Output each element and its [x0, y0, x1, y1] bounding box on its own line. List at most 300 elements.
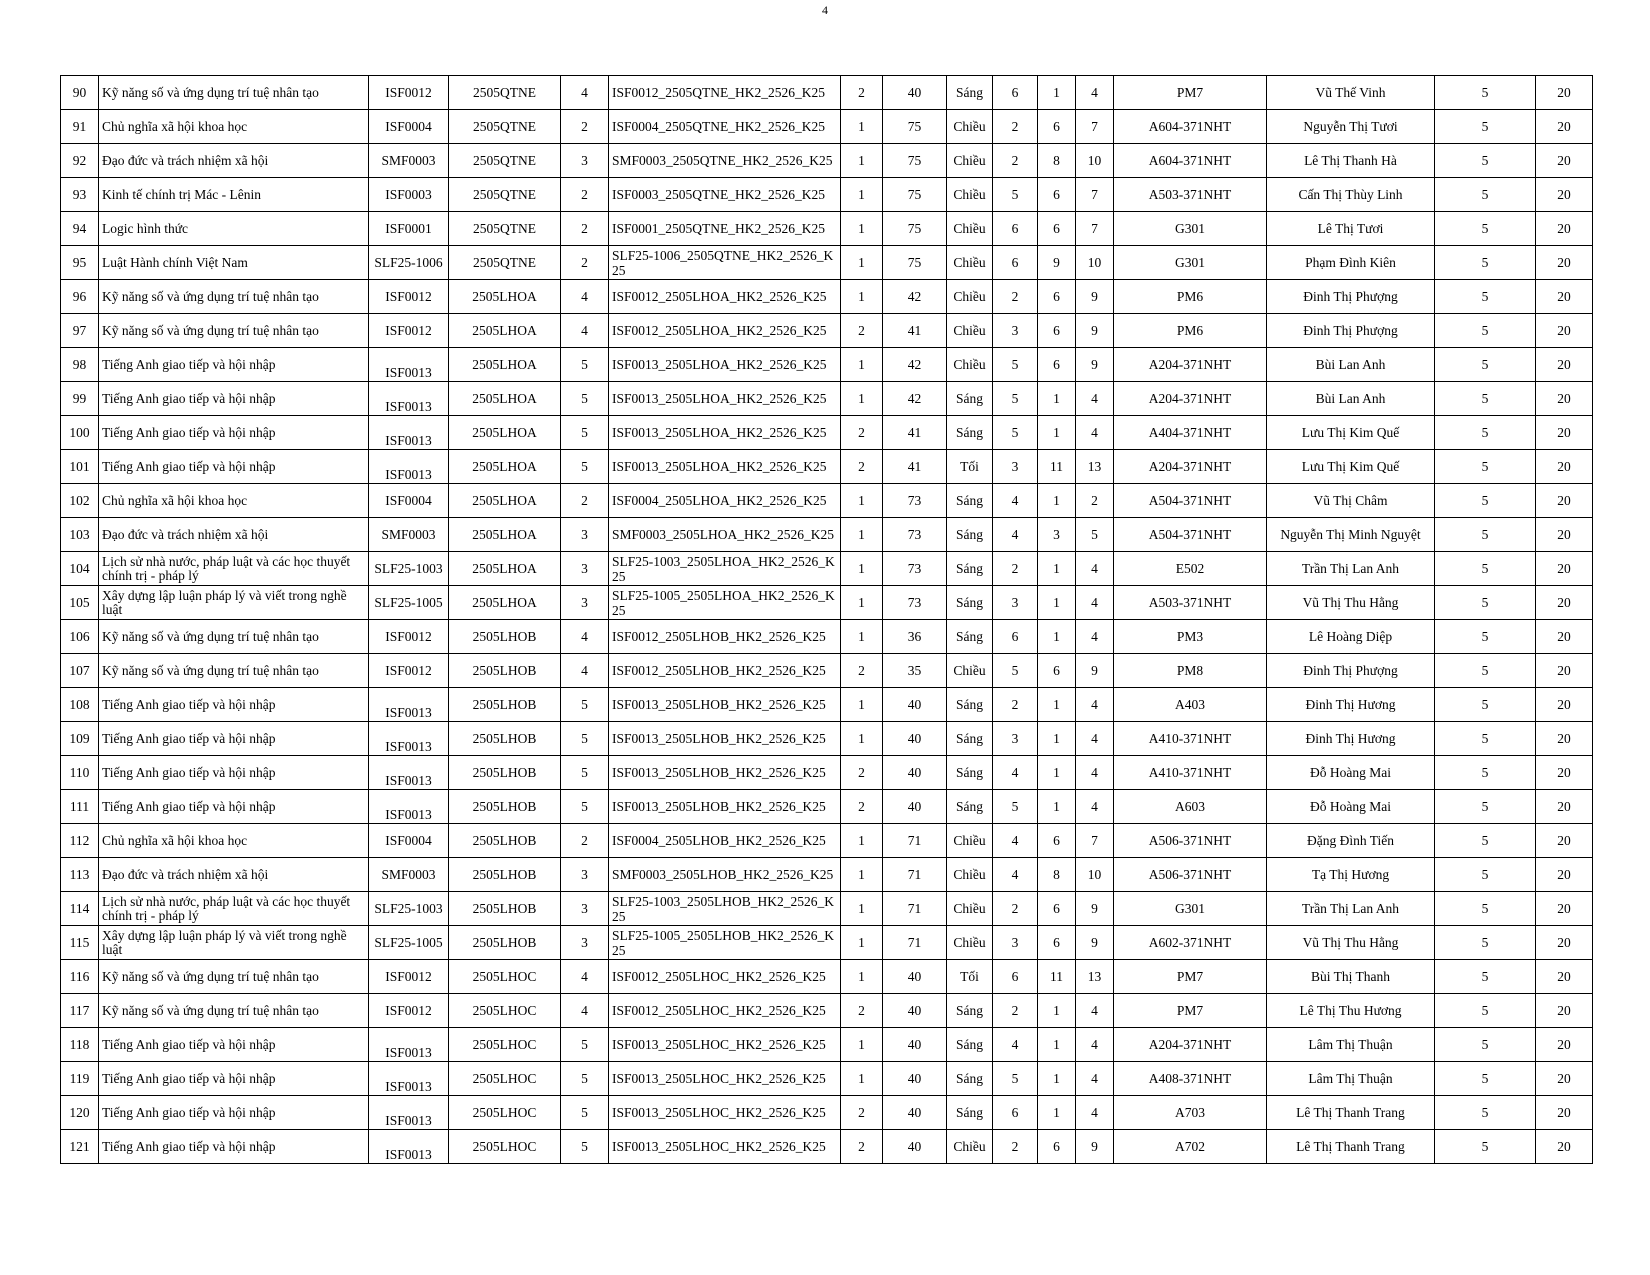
credits: 5 [561, 348, 609, 382]
period-end: 4 [1076, 1062, 1114, 1096]
credits: 4 [561, 314, 609, 348]
table-row [61, 926, 1593, 960]
weekday: 6 [993, 960, 1038, 994]
credits: 2 [561, 246, 609, 280]
weekday: 2 [993, 552, 1038, 586]
lecturer: Nguyễn Thị Tươi [1267, 110, 1435, 144]
room: A404-371NHT [1114, 416, 1267, 450]
group-number: 2 [841, 790, 883, 824]
student-count: 40 [883, 1062, 947, 1096]
cohort-code: 2505LHOB [449, 892, 561, 926]
credits: 2 [561, 824, 609, 858]
table-row [61, 314, 1593, 348]
room: E502 [1114, 552, 1267, 586]
session: Sáng [947, 518, 993, 552]
page-number: 4 [822, 3, 828, 17]
value-col-a: 5 [1435, 382, 1536, 416]
weekday: 6 [993, 212, 1038, 246]
student-count: 71 [883, 926, 947, 960]
course-name: Tiếng Anh giao tiếp và hội nhập [99, 450, 369, 484]
value-col-b: 20 [1536, 926, 1593, 960]
credits: 5 [561, 1062, 609, 1096]
group-number: 1 [841, 620, 883, 654]
value-col-a: 5 [1435, 110, 1536, 144]
class-code: ISF0001_2505QTNE_HK2_2526_K25 [609, 212, 841, 246]
value-col-b: 20 [1536, 518, 1593, 552]
group-number: 1 [841, 892, 883, 926]
lecturer: Tạ Thị Hương [1267, 858, 1435, 892]
class-code: ISF0012_2505LHOC_HK2_2526_K25 [609, 994, 841, 1028]
room: PM7 [1114, 994, 1267, 1028]
course-name: Kỹ năng số và ứng dụng trí tuệ nhân tạo [99, 314, 369, 348]
course-name: Tiếng Anh giao tiếp và hội nhập [99, 722, 369, 756]
weekday: 3 [993, 314, 1038, 348]
group-number: 1 [841, 246, 883, 280]
class-code: ISF0013_2505LHOC_HK2_2526_K25 [609, 1096, 841, 1130]
table-row [61, 1062, 1593, 1096]
period-end: 9 [1076, 654, 1114, 688]
period-start: 1 [1038, 756, 1076, 790]
weekday: 5 [993, 790, 1038, 824]
period-end: 9 [1076, 314, 1114, 348]
room: G301 [1114, 246, 1267, 280]
row-number: 94 [61, 212, 99, 246]
period-end: 7 [1076, 178, 1114, 212]
row-number: 96 [61, 280, 99, 314]
course-name: Chủ nghĩa xã hội khoa học [99, 110, 369, 144]
group-number: 2 [841, 76, 883, 110]
value-col-b: 20 [1536, 76, 1593, 110]
room: A403 [1114, 688, 1267, 722]
course-name: Chủ nghĩa xã hội khoa học [99, 824, 369, 858]
table-row [61, 1130, 1593, 1164]
row-number: 91 [61, 110, 99, 144]
session: Chiều [947, 280, 993, 314]
period-end: 9 [1076, 892, 1114, 926]
weekday: 5 [993, 178, 1038, 212]
value-col-b: 20 [1536, 416, 1593, 450]
group-number: 1 [841, 178, 883, 212]
room: A602-371NHT [1114, 926, 1267, 960]
course-code: ISF0012 [369, 280, 449, 314]
weekday: 6 [993, 620, 1038, 654]
row-number: 102 [61, 484, 99, 518]
group-number: 1 [841, 586, 883, 620]
value-col-a: 5 [1435, 552, 1536, 586]
weekday: 2 [993, 1130, 1038, 1164]
room: A604-371NHT [1114, 110, 1267, 144]
cohort-code: 2505LHOB [449, 688, 561, 722]
student-count: 40 [883, 76, 947, 110]
weekday: 2 [993, 994, 1038, 1028]
course-name: Tiếng Anh giao tiếp và hội nhập [99, 416, 369, 450]
weekday: 3 [993, 926, 1038, 960]
class-code: ISF0012_2505LHOC_HK2_2526_K25 [609, 960, 841, 994]
class-code: SLF25-1003_2505LHOA_HK2_2526_K25 [609, 552, 841, 586]
session: Sáng [947, 382, 993, 416]
value-col-b: 20 [1536, 654, 1593, 688]
class-code: SMF0003_2505LHOA_HK2_2526_K25 [609, 518, 841, 552]
table-row [61, 756, 1593, 790]
table-row [61, 892, 1593, 926]
credits: 5 [561, 790, 609, 824]
group-number: 2 [841, 994, 883, 1028]
value-col-b: 20 [1536, 178, 1593, 212]
row-number: 109 [61, 722, 99, 756]
session: Chiều [947, 212, 993, 246]
course-name: Xây dựng lập luận pháp lý và viết trong nghề luật [99, 586, 369, 620]
period-start: 1 [1038, 586, 1076, 620]
group-number: 2 [841, 450, 883, 484]
cohort-code: 2505LHOB [449, 722, 561, 756]
course-name: Tiếng Anh giao tiếp và hội nhập [99, 688, 369, 722]
credits: 3 [561, 144, 609, 178]
lecturer: Vũ Thế Vinh [1267, 76, 1435, 110]
lecturer: Cấn Thị Thùy Linh [1267, 178, 1435, 212]
row-number: 115 [61, 926, 99, 960]
weekday: 3 [993, 586, 1038, 620]
row-number: 111 [61, 790, 99, 824]
class-code: ISF0013_2505LHOB_HK2_2526_K25 [609, 790, 841, 824]
period-start: 1 [1038, 416, 1076, 450]
lecturer: Bùi Thị Thanh [1267, 960, 1435, 994]
group-number: 1 [841, 348, 883, 382]
student-count: 42 [883, 382, 947, 416]
course-code: SLF25-1006 [369, 246, 449, 280]
row-number: 93 [61, 178, 99, 212]
session: Chiều [947, 654, 993, 688]
credits: 2 [561, 484, 609, 518]
lecturer: Vũ Thị Thu Hằng [1267, 926, 1435, 960]
period-start: 6 [1038, 926, 1076, 960]
weekday: 5 [993, 654, 1038, 688]
session: Tối [947, 450, 993, 484]
period-start: 1 [1038, 484, 1076, 518]
class-code: SMF0003_2505LHOB_HK2_2526_K25 [609, 858, 841, 892]
value-col-b: 20 [1536, 722, 1593, 756]
room: A504-371NHT [1114, 518, 1267, 552]
session: Chiều [947, 110, 993, 144]
credits: 4 [561, 994, 609, 1028]
group-number: 1 [841, 1062, 883, 1096]
room: A204-371NHT [1114, 382, 1267, 416]
value-col-b: 20 [1536, 1062, 1593, 1096]
group-number: 1 [841, 144, 883, 178]
class-code: ISF0013_2505LHOA_HK2_2526_K25 [609, 416, 841, 450]
credits: 4 [561, 280, 609, 314]
table-row [61, 76, 1593, 110]
student-count: 41 [883, 314, 947, 348]
room: PM6 [1114, 280, 1267, 314]
credits: 5 [561, 416, 609, 450]
session: Sáng [947, 484, 993, 518]
row-number: 103 [61, 518, 99, 552]
weekday: 5 [993, 416, 1038, 450]
class-code: ISF0013_2505LHOA_HK2_2526_K25 [609, 450, 841, 484]
course-name: Logic hình thức [99, 212, 369, 246]
class-code: SLF25-1003_2505LHOB_HK2_2526_K25 [609, 892, 841, 926]
period-end: 7 [1076, 824, 1114, 858]
session: Sáng [947, 790, 993, 824]
course-code: ISF0013 [369, 450, 449, 484]
room: A410-371NHT [1114, 722, 1267, 756]
table-row [61, 688, 1593, 722]
class-code: ISF0013_2505LHOC_HK2_2526_K25 [609, 1130, 841, 1164]
value-col-a: 5 [1435, 586, 1536, 620]
row-number: 104 [61, 552, 99, 586]
value-col-b: 20 [1536, 552, 1593, 586]
cohort-code: 2505LHOC [449, 1130, 561, 1164]
course-name: Tiếng Anh giao tiếp và hội nhập [99, 1062, 369, 1096]
student-count: 75 [883, 110, 947, 144]
value-col-b: 20 [1536, 382, 1593, 416]
cohort-code: 2505QTNE [449, 212, 561, 246]
course-code: SLF25-1003 [369, 552, 449, 586]
value-col-b: 20 [1536, 892, 1593, 926]
cohort-code: 2505LHOB [449, 620, 561, 654]
cohort-code: 2505LHOC [449, 1028, 561, 1062]
period-end: 4 [1076, 586, 1114, 620]
row-number: 108 [61, 688, 99, 722]
class-code: ISF0012_2505LHOB_HK2_2526_K25 [609, 654, 841, 688]
value-col-b: 20 [1536, 110, 1593, 144]
lecturer: Đỗ Hoàng Mai [1267, 790, 1435, 824]
student-count: 75 [883, 144, 947, 178]
period-end: 9 [1076, 1130, 1114, 1164]
credits: 3 [561, 586, 609, 620]
cohort-code: 2505LHOA [449, 484, 561, 518]
course-code: ISF0013 [369, 348, 449, 382]
student-count: 40 [883, 960, 947, 994]
value-col-a: 5 [1435, 1096, 1536, 1130]
course-name: Tiếng Anh giao tiếp và hội nhập [99, 790, 369, 824]
table-row [61, 110, 1593, 144]
class-code: ISF0013_2505LHOB_HK2_2526_K25 [609, 688, 841, 722]
period-end: 13 [1076, 450, 1114, 484]
course-name: Tiếng Anh giao tiếp và hội nhập [99, 756, 369, 790]
credits: 3 [561, 926, 609, 960]
room: A703 [1114, 1096, 1267, 1130]
group-number: 2 [841, 654, 883, 688]
course-name: Tiếng Anh giao tiếp và hội nhập [99, 1130, 369, 1164]
cohort-code: 2505LHOA [449, 518, 561, 552]
course-code: ISF0012 [369, 994, 449, 1028]
course-name: Kỹ năng số và ứng dụng trí tuệ nhân tạo [99, 620, 369, 654]
session: Sáng [947, 416, 993, 450]
weekday: 4 [993, 1028, 1038, 1062]
credits: 5 [561, 382, 609, 416]
value-col-b: 20 [1536, 1096, 1593, 1130]
credits: 5 [561, 1096, 609, 1130]
credits: 5 [561, 722, 609, 756]
credits: 3 [561, 858, 609, 892]
table-row [61, 382, 1593, 416]
cohort-code: 2505LHOA [449, 416, 561, 450]
course-code: ISF0013 [369, 756, 449, 790]
value-col-a: 5 [1435, 178, 1536, 212]
session: Chiều [947, 926, 993, 960]
row-number: 121 [61, 1130, 99, 1164]
credits: 3 [561, 518, 609, 552]
value-col-b: 20 [1536, 314, 1593, 348]
period-end: 4 [1076, 620, 1114, 654]
course-name: Tiếng Anh giao tiếp và hội nhập [99, 1028, 369, 1062]
lecturer: Đinh Thị Hương [1267, 688, 1435, 722]
period-start: 6 [1038, 212, 1076, 246]
cohort-code: 2505LHOA [449, 552, 561, 586]
schedule-table [60, 75, 1593, 1164]
row-number: 112 [61, 824, 99, 858]
credits: 5 [561, 450, 609, 484]
value-col-b: 20 [1536, 994, 1593, 1028]
student-count: 40 [883, 1130, 947, 1164]
session: Chiều [947, 858, 993, 892]
group-number: 1 [841, 688, 883, 722]
weekday: 4 [993, 824, 1038, 858]
group-number: 1 [841, 926, 883, 960]
credits: 4 [561, 76, 609, 110]
period-end: 4 [1076, 76, 1114, 110]
value-col-a: 5 [1435, 144, 1536, 178]
session: Sáng [947, 994, 993, 1028]
cohort-code: 2505LHOB [449, 926, 561, 960]
credits: 5 [561, 1028, 609, 1062]
room: PM6 [1114, 314, 1267, 348]
period-start: 9 [1038, 246, 1076, 280]
group-number: 1 [841, 552, 883, 586]
row-number: 100 [61, 416, 99, 450]
row-number: 92 [61, 144, 99, 178]
student-count: 41 [883, 450, 947, 484]
value-col-a: 5 [1435, 858, 1536, 892]
student-count: 75 [883, 178, 947, 212]
course-name: Lịch sử nhà nước, pháp luật và các học thuyết chính trị - pháp lý [99, 892, 369, 926]
room: PM8 [1114, 654, 1267, 688]
student-count: 42 [883, 348, 947, 382]
course-name: Kỹ năng số và ứng dụng trí tuệ nhân tạo [99, 654, 369, 688]
table-row [61, 1028, 1593, 1062]
group-number: 2 [841, 1096, 883, 1130]
table-row [61, 722, 1593, 756]
period-end: 9 [1076, 348, 1114, 382]
session: Chiều [947, 1130, 993, 1164]
table-row [61, 586, 1593, 620]
credits: 2 [561, 212, 609, 246]
period-start: 1 [1038, 552, 1076, 586]
weekday: 6 [993, 246, 1038, 280]
student-count: 71 [883, 892, 947, 926]
cohort-code: 2505LHOC [449, 994, 561, 1028]
value-col-a: 5 [1435, 1062, 1536, 1096]
room: A408-371NHT [1114, 1062, 1267, 1096]
course-code: ISF0012 [369, 654, 449, 688]
cohort-code: 2505LHOA [449, 348, 561, 382]
course-code: ISF0004 [369, 110, 449, 144]
room: A204-371NHT [1114, 348, 1267, 382]
period-start: 1 [1038, 76, 1076, 110]
student-count: 35 [883, 654, 947, 688]
period-start: 1 [1038, 688, 1076, 722]
lecturer: Lê Thị Thanh Hà [1267, 144, 1435, 178]
room: A604-371NHT [1114, 144, 1267, 178]
period-end: 13 [1076, 960, 1114, 994]
weekday: 4 [993, 484, 1038, 518]
weekday: 2 [993, 688, 1038, 722]
period-end: 4 [1076, 1096, 1114, 1130]
period-end: 9 [1076, 280, 1114, 314]
period-start: 1 [1038, 620, 1076, 654]
row-number: 119 [61, 1062, 99, 1096]
value-col-a: 5 [1435, 620, 1536, 654]
table-row [61, 790, 1593, 824]
course-code: SMF0003 [369, 144, 449, 178]
value-col-a: 5 [1435, 892, 1536, 926]
session: Sáng [947, 586, 993, 620]
cohort-code: 2505LHOB [449, 858, 561, 892]
lecturer: Đỗ Hoàng Mai [1267, 756, 1435, 790]
course-code: ISF0013 [369, 1062, 449, 1096]
room: A504-371NHT [1114, 484, 1267, 518]
table-row [61, 654, 1593, 688]
session: Sáng [947, 1096, 993, 1130]
lecturer: Đinh Thị Hương [1267, 722, 1435, 756]
class-code: ISF0004_2505LHOA_HK2_2526_K25 [609, 484, 841, 518]
student-count: 71 [883, 824, 947, 858]
room: A503-371NHT [1114, 586, 1267, 620]
value-col-b: 20 [1536, 246, 1593, 280]
value-col-b: 20 [1536, 450, 1593, 484]
credits: 2 [561, 178, 609, 212]
weekday: 3 [993, 450, 1038, 484]
session: Chiều [947, 178, 993, 212]
period-start: 1 [1038, 1062, 1076, 1096]
student-count: 40 [883, 1028, 947, 1062]
lecturer: Lưu Thị Kim Quế [1267, 450, 1435, 484]
lecturer: Bùi Lan Anh [1267, 348, 1435, 382]
weekday: 5 [993, 382, 1038, 416]
student-count: 40 [883, 1096, 947, 1130]
course-name: Kinh tế chính trị Mác - Lênin [99, 178, 369, 212]
table-row [61, 824, 1593, 858]
class-code: ISF0013_2505LHOB_HK2_2526_K25 [609, 722, 841, 756]
table-row [61, 416, 1593, 450]
lecturer: Trần Thị Lan Anh [1267, 552, 1435, 586]
cohort-code: 2505LHOB [449, 756, 561, 790]
room: G301 [1114, 212, 1267, 246]
table-row [61, 552, 1593, 586]
course-code: ISF0012 [369, 620, 449, 654]
value-col-a: 5 [1435, 722, 1536, 756]
value-col-a: 5 [1435, 314, 1536, 348]
group-number: 1 [841, 212, 883, 246]
cohort-code: 2505LHOB [449, 790, 561, 824]
course-code: ISF0012 [369, 76, 449, 110]
course-code: SMF0003 [369, 858, 449, 892]
table-row [61, 620, 1593, 654]
period-end: 9 [1076, 926, 1114, 960]
room: A506-371NHT [1114, 858, 1267, 892]
room: PM7 [1114, 76, 1267, 110]
course-name: Xây dựng lập luận pháp lý và viết trong nghề luật [99, 926, 369, 960]
credits: 5 [561, 1130, 609, 1164]
value-col-b: 20 [1536, 348, 1593, 382]
session: Chiều [947, 144, 993, 178]
course-code: ISF0013 [369, 790, 449, 824]
session: Sáng [947, 756, 993, 790]
period-end: 7 [1076, 110, 1114, 144]
course-name: Đạo đức và trách nhiệm xã hội [99, 518, 369, 552]
cohort-code: 2505LHOA [449, 450, 561, 484]
